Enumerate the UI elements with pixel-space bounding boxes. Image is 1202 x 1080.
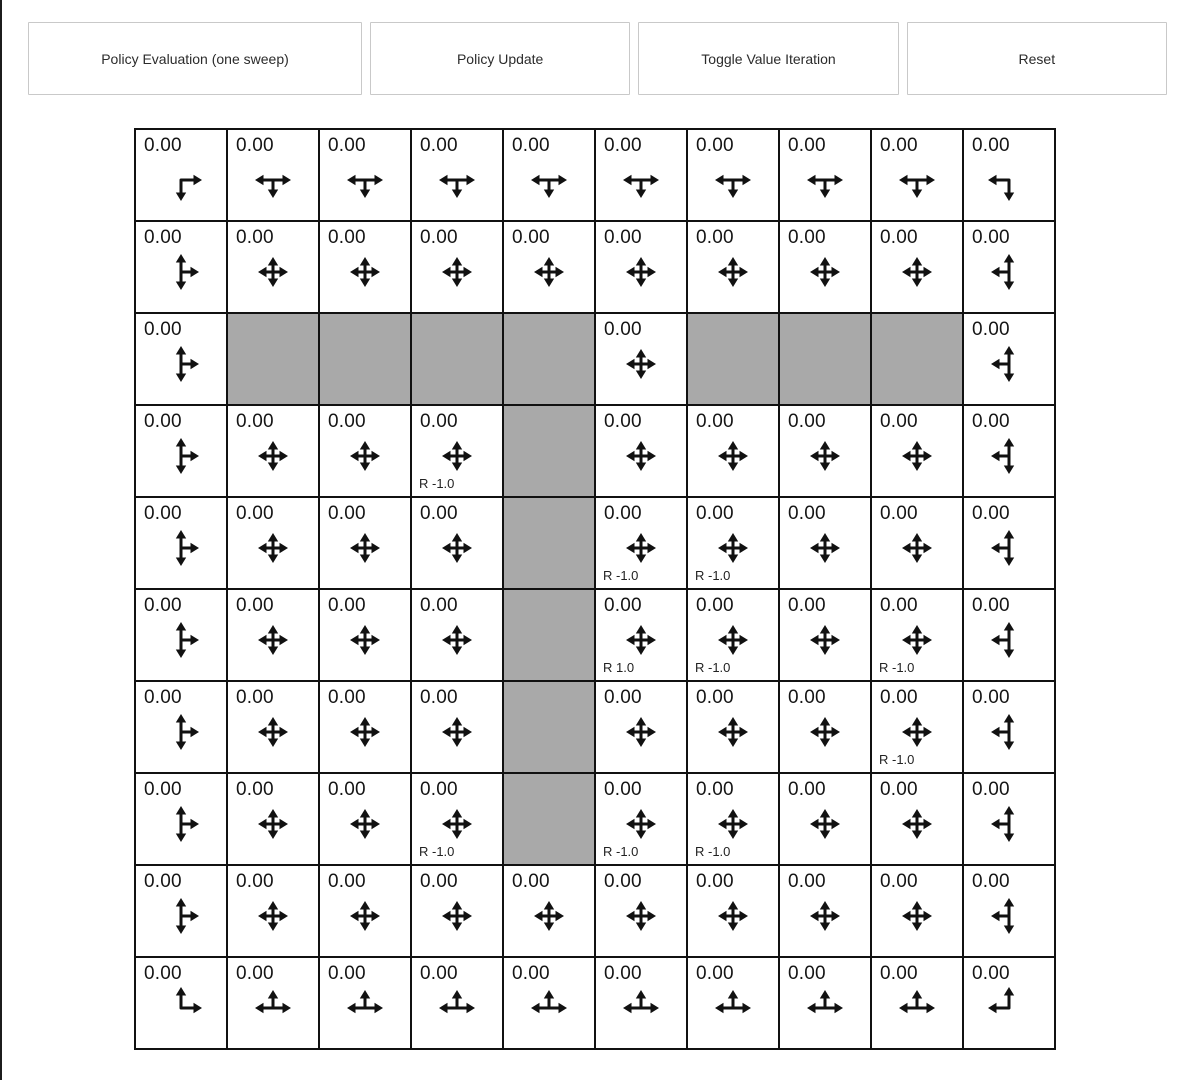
cell-value: 0.00 [144, 779, 182, 800]
policy-arrows-icon [157, 800, 205, 848]
cell-value: 0.00 [144, 595, 182, 616]
policy-arrows-icon [893, 248, 941, 296]
grid-cell[interactable] [595, 773, 687, 865]
policy-arrows-icon [341, 800, 389, 848]
cell-value: 0.00 [788, 135, 826, 156]
cell-value: 0.00 [788, 595, 826, 616]
policy-arrows-icon [249, 432, 297, 480]
policy-arrows-icon [709, 524, 757, 572]
policy-arrows-icon [709, 984, 757, 1032]
grid-cell[interactable] [779, 773, 871, 865]
cell-value: 0.00 [236, 871, 274, 892]
grid-cell[interactable] [135, 589, 227, 681]
policy-arrows-icon [157, 248, 205, 296]
cell-value: 0.00 [420, 411, 458, 432]
policy-arrows-icon [249, 708, 297, 756]
cell-value: 0.00 [696, 871, 734, 892]
cell-value: 0.00 [420, 503, 458, 524]
policy-arrows-icon [801, 800, 849, 848]
grid-cell[interactable] [411, 957, 503, 1049]
cell-value: 0.00 [788, 779, 826, 800]
grid-wall-cell[interactable] [503, 773, 595, 865]
cell-value: 0.00 [604, 319, 642, 340]
cell-value: 0.00 [236, 411, 274, 432]
policy-arrows-icon [985, 248, 1033, 296]
cell-reward-label: R -1.0 [695, 568, 731, 583]
grid-cell[interactable] [963, 405, 1055, 497]
policy-arrows-icon [801, 892, 849, 940]
policy-arrows-icon [893, 892, 941, 940]
policy-arrows-icon [985, 892, 1033, 940]
cell-value: 0.00 [328, 227, 366, 248]
cell-value: 0.00 [420, 595, 458, 616]
policy-arrows-icon [985, 800, 1033, 848]
grid-cell[interactable] [779, 589, 871, 681]
grid-cell[interactable] [963, 957, 1055, 1049]
cell-value: 0.00 [696, 963, 734, 984]
cell-value: 0.00 [144, 227, 182, 248]
policy-arrows-icon [709, 248, 757, 296]
cell-value: 0.00 [880, 871, 918, 892]
policy-arrows-icon [525, 984, 573, 1032]
grid-cell[interactable] [779, 129, 871, 221]
policy-arrows-icon [801, 156, 849, 204]
cell-value: 0.00 [236, 227, 274, 248]
policy-arrows-icon [893, 616, 941, 664]
grid-cell[interactable] [319, 589, 411, 681]
policy-arrows-icon [617, 616, 665, 664]
grid-cell[interactable] [963, 865, 1055, 957]
grid-cell[interactable] [871, 681, 963, 773]
toolbar [28, 22, 1167, 95]
policy-arrows-icon [341, 984, 389, 1032]
cell-reward-label: R 1.0 [603, 660, 635, 675]
policy-arrows-icon [893, 984, 941, 1032]
policy-arrows-icon [617, 524, 665, 572]
cell-value: 0.00 [144, 135, 182, 156]
grid-cell[interactable] [503, 865, 595, 957]
grid-cell[interactable] [963, 129, 1055, 221]
cell-value: 0.00 [788, 871, 826, 892]
grid-cell[interactable] [595, 681, 687, 773]
grid-wall-cell[interactable] [503, 313, 595, 405]
grid-wall-cell[interactable] [503, 405, 595, 497]
grid-cell[interactable] [227, 497, 319, 589]
cell-value: 0.00 [328, 963, 366, 984]
cell-value: 0.00 [972, 687, 1010, 708]
cell-value: 0.00 [880, 963, 918, 984]
policy-arrows-icon [709, 708, 757, 756]
grid-cell[interactable] [411, 681, 503, 773]
policy-arrows-icon [985, 340, 1033, 388]
policy-arrows-icon [709, 156, 757, 204]
grid-cell[interactable] [227, 129, 319, 221]
policy-arrows-icon [341, 708, 389, 756]
grid-cell[interactable] [135, 773, 227, 865]
cell-value: 0.00 [420, 871, 458, 892]
policy-arrows-icon [985, 708, 1033, 756]
grid-cell[interactable] [595, 313, 687, 405]
grid-cell[interactable] [687, 405, 779, 497]
grid-cell[interactable] [135, 865, 227, 957]
policy-arrows-icon [893, 800, 941, 848]
policy-arrows-icon [433, 524, 481, 572]
policy-arrows-icon [157, 524, 205, 572]
grid-cell[interactable] [135, 221, 227, 313]
cell-value: 0.00 [144, 871, 182, 892]
policy-arrows-icon [157, 340, 205, 388]
policy-arrows-icon [985, 984, 1033, 1032]
cell-value: 0.00 [972, 503, 1010, 524]
cell-value: 0.00 [972, 871, 1010, 892]
cell-value: 0.00 [880, 779, 918, 800]
grid-cell[interactable] [227, 681, 319, 773]
grid-cell[interactable] [963, 681, 1055, 773]
grid-cell[interactable] [871, 589, 963, 681]
grid-cell[interactable] [227, 405, 319, 497]
cell-value: 0.00 [604, 411, 642, 432]
grid-cell[interactable] [595, 497, 687, 589]
grid-cell[interactable] [227, 957, 319, 1049]
cell-value: 0.00 [696, 135, 734, 156]
cell-value: 0.00 [512, 963, 550, 984]
policy-arrows-icon [341, 616, 389, 664]
policy-arrows-icon [617, 156, 665, 204]
cell-value: 0.00 [604, 779, 642, 800]
grid-wall-cell[interactable] [871, 313, 963, 405]
policy-arrows-icon [985, 524, 1033, 572]
policy-arrows-icon [341, 248, 389, 296]
grid-cell[interactable] [963, 497, 1055, 589]
cell-value: 0.00 [144, 687, 182, 708]
grid-cell[interactable] [319, 405, 411, 497]
policy-arrows-icon [249, 892, 297, 940]
grid-cell[interactable] [411, 405, 503, 497]
policy-arrows-icon [249, 984, 297, 1032]
cell-value: 0.00 [788, 687, 826, 708]
grid-wall-cell[interactable] [503, 681, 595, 773]
grid-cell[interactable] [595, 221, 687, 313]
grid-cell[interactable] [595, 957, 687, 1049]
policy-arrows-icon [985, 616, 1033, 664]
cell-value: 0.00 [328, 411, 366, 432]
policy-arrows-icon [157, 616, 205, 664]
policy-arrows-icon [801, 708, 849, 756]
grid-cell[interactable] [411, 589, 503, 681]
screen-edge-line [0, 0, 2, 1080]
grid-cell[interactable] [687, 589, 779, 681]
cell-reward-label: R -1.0 [419, 476, 455, 491]
cell-reward-label: R -1.0 [603, 568, 639, 583]
policy-arrows-icon [525, 248, 573, 296]
grid-cell[interactable] [595, 129, 687, 221]
policy-arrows-icon [525, 156, 573, 204]
grid-cell[interactable] [779, 865, 871, 957]
grid-cell[interactable] [871, 129, 963, 221]
cell-value: 0.00 [880, 503, 918, 524]
grid-cell[interactable] [319, 497, 411, 589]
grid-cell[interactable] [227, 589, 319, 681]
grid-cell[interactable] [227, 221, 319, 313]
policy-evaluation-button[interactable]: Policy Evaluation (one sweep) [28, 22, 362, 95]
grid-cell[interactable] [135, 957, 227, 1049]
policy-arrows-icon [157, 432, 205, 480]
policy-arrows-icon [249, 800, 297, 848]
cell-value: 0.00 [420, 687, 458, 708]
cell-value: 0.00 [420, 779, 458, 800]
policy-arrows-icon [525, 892, 573, 940]
grid-wall-cell[interactable] [503, 589, 595, 681]
cell-value: 0.00 [604, 963, 642, 984]
cell-reward-label: R -1.0 [419, 844, 455, 859]
grid-cell[interactable] [687, 129, 779, 221]
grid-cell[interactable] [871, 405, 963, 497]
cell-value: 0.00 [788, 503, 826, 524]
policy-arrows-icon [801, 984, 849, 1032]
grid-cell[interactable] [595, 865, 687, 957]
policy-arrows-icon [709, 892, 757, 940]
policy-arrows-icon [341, 156, 389, 204]
grid-cell[interactable] [779, 221, 871, 313]
cell-value: 0.00 [328, 779, 366, 800]
grid-cell[interactable] [135, 681, 227, 773]
grid-wall-cell[interactable] [411, 313, 503, 405]
policy-arrows-icon [249, 616, 297, 664]
grid-cell[interactable] [779, 497, 871, 589]
policy-arrows-icon [433, 616, 481, 664]
policy-arrows-icon [433, 892, 481, 940]
grid-cell[interactable] [779, 681, 871, 773]
cell-value: 0.00 [512, 135, 550, 156]
cell-value: 0.00 [144, 319, 182, 340]
cell-value: 0.00 [328, 503, 366, 524]
policy-arrows-icon [985, 156, 1033, 204]
policy-arrows-icon [341, 432, 389, 480]
cell-value: 0.00 [144, 503, 182, 524]
cell-value: 0.00 [236, 963, 274, 984]
cell-value: 0.00 [696, 595, 734, 616]
policy-arrows-icon [617, 248, 665, 296]
grid-cell[interactable] [227, 865, 319, 957]
grid-cell[interactable] [687, 221, 779, 313]
policy-arrows-icon [249, 248, 297, 296]
cell-value: 0.00 [696, 411, 734, 432]
cell-value: 0.00 [604, 227, 642, 248]
grid-cell[interactable] [503, 221, 595, 313]
policy-arrows-icon [985, 432, 1033, 480]
grid-cell[interactable] [779, 405, 871, 497]
policy-arrows-icon [801, 616, 849, 664]
policy-arrows-icon [617, 340, 665, 388]
grid-cell[interactable] [411, 129, 503, 221]
cell-value: 0.00 [144, 411, 182, 432]
policy-arrows-icon [249, 156, 297, 204]
gridworld [134, 128, 1056, 1050]
grid-cell[interactable] [687, 773, 779, 865]
cell-value: 0.00 [328, 687, 366, 708]
grid-cell[interactable] [687, 497, 779, 589]
policy-arrows-icon [157, 708, 205, 756]
cell-value: 0.00 [972, 595, 1010, 616]
policy-arrows-icon [433, 708, 481, 756]
grid-cell[interactable] [135, 405, 227, 497]
policy-arrows-icon [157, 984, 205, 1032]
cell-value: 0.00 [696, 687, 734, 708]
grid-cell[interactable] [503, 957, 595, 1049]
cell-value: 0.00 [972, 227, 1010, 248]
grid-cell[interactable] [963, 221, 1055, 313]
cell-value: 0.00 [972, 135, 1010, 156]
grid-cell[interactable] [871, 957, 963, 1049]
policy-arrows-icon [433, 156, 481, 204]
cell-reward-label: R -1.0 [695, 660, 731, 675]
grid-cell[interactable] [411, 497, 503, 589]
grid-cell[interactable] [227, 773, 319, 865]
grid-cell[interactable] [871, 497, 963, 589]
cell-value: 0.00 [972, 319, 1010, 340]
grid-wall-cell[interactable] [687, 313, 779, 405]
policy-arrows-icon [433, 432, 481, 480]
cell-value: 0.00 [604, 871, 642, 892]
cell-value: 0.00 [512, 871, 550, 892]
policy-update-button[interactable]: Policy Update [370, 22, 630, 95]
grid-wall-cell[interactable] [779, 313, 871, 405]
cell-value: 0.00 [604, 687, 642, 708]
grid-cell[interactable] [503, 129, 595, 221]
policy-arrows-icon [433, 248, 481, 296]
grid-cell[interactable] [135, 313, 227, 405]
cell-value: 0.00 [604, 595, 642, 616]
grid-cell[interactable] [135, 129, 227, 221]
grid-cell[interactable] [595, 405, 687, 497]
policy-arrows-icon [433, 800, 481, 848]
cell-value: 0.00 [420, 963, 458, 984]
grid-cell[interactable] [871, 221, 963, 313]
cell-value: 0.00 [236, 779, 274, 800]
cell-value: 0.00 [788, 411, 826, 432]
cell-value: 0.00 [880, 687, 918, 708]
grid-wall-cell[interactable] [503, 497, 595, 589]
grid-cell[interactable] [687, 865, 779, 957]
cell-value: 0.00 [788, 963, 826, 984]
policy-arrows-icon [617, 800, 665, 848]
cell-value: 0.00 [236, 503, 274, 524]
cell-value: 0.00 [236, 135, 274, 156]
grid-cell[interactable] [963, 589, 1055, 681]
policy-arrows-icon [801, 524, 849, 572]
grid-cell[interactable] [319, 773, 411, 865]
cell-value: 0.00 [236, 595, 274, 616]
cell-value: 0.00 [972, 411, 1010, 432]
cell-value: 0.00 [972, 779, 1010, 800]
policy-arrows-icon [433, 984, 481, 1032]
cell-value: 0.00 [236, 687, 274, 708]
policy-arrows-icon [341, 892, 389, 940]
grid-cell[interactable] [319, 957, 411, 1049]
grid-cell[interactable] [687, 957, 779, 1049]
cell-reward-label: R -1.0 [879, 752, 915, 767]
grid-cell[interactable] [319, 221, 411, 313]
cell-value: 0.00 [696, 503, 734, 524]
grid-wall-cell[interactable] [227, 313, 319, 405]
grid-cell[interactable] [319, 865, 411, 957]
grid-cell[interactable] [595, 589, 687, 681]
policy-arrows-icon [157, 156, 205, 204]
cell-value: 0.00 [144, 963, 182, 984]
cell-value: 0.00 [880, 595, 918, 616]
cell-value: 0.00 [880, 227, 918, 248]
cell-value: 0.00 [328, 871, 366, 892]
policy-arrows-icon [709, 616, 757, 664]
grid-cell[interactable] [687, 681, 779, 773]
policy-arrows-icon [341, 524, 389, 572]
cell-value: 0.00 [328, 595, 366, 616]
cell-value: 0.00 [420, 227, 458, 248]
grid-cell[interactable] [963, 773, 1055, 865]
policy-arrows-icon [617, 984, 665, 1032]
grid-cell[interactable] [871, 773, 963, 865]
cell-value: 0.00 [696, 779, 734, 800]
cell-value: 0.00 [512, 227, 550, 248]
policy-arrows-icon [893, 524, 941, 572]
cell-value: 0.00 [604, 503, 642, 524]
cell-value: 0.00 [696, 227, 734, 248]
cell-value: 0.00 [880, 411, 918, 432]
cell-value: 0.00 [788, 227, 826, 248]
grid-cell[interactable] [411, 773, 503, 865]
policy-arrows-icon [617, 708, 665, 756]
cell-value: 0.00 [880, 135, 918, 156]
grid-cell[interactable] [319, 681, 411, 773]
policy-arrows-icon [801, 432, 849, 480]
cell-value: 0.00 [604, 135, 642, 156]
policy-arrows-icon [709, 432, 757, 480]
cell-reward-label: R -1.0 [695, 844, 731, 859]
grid-cell[interactable] [963, 313, 1055, 405]
policy-arrows-icon [893, 432, 941, 480]
grid-wall-cell[interactable] [319, 313, 411, 405]
grid-cell[interactable] [411, 221, 503, 313]
grid-cell[interactable] [779, 957, 871, 1049]
toggle-value-iteration-button[interactable]: Toggle Value Iteration [638, 22, 898, 95]
policy-arrows-icon [893, 156, 941, 204]
reset-button[interactable]: Reset [907, 22, 1167, 95]
cell-reward-label: R -1.0 [879, 660, 915, 675]
cell-value: 0.00 [972, 963, 1010, 984]
policy-arrows-icon [249, 524, 297, 572]
grid-cell[interactable] [135, 497, 227, 589]
policy-arrows-icon [709, 800, 757, 848]
grid-cell[interactable] [871, 865, 963, 957]
policy-arrows-icon [801, 248, 849, 296]
policy-arrows-icon [893, 708, 941, 756]
grid-cell[interactable] [411, 865, 503, 957]
cell-value: 0.00 [420, 135, 458, 156]
policy-arrows-icon [617, 432, 665, 480]
policy-arrows-icon [617, 892, 665, 940]
policy-arrows-icon [157, 892, 205, 940]
grid-cell[interactable] [319, 129, 411, 221]
cell-reward-label: R -1.0 [603, 844, 639, 859]
cell-value: 0.00 [328, 135, 366, 156]
